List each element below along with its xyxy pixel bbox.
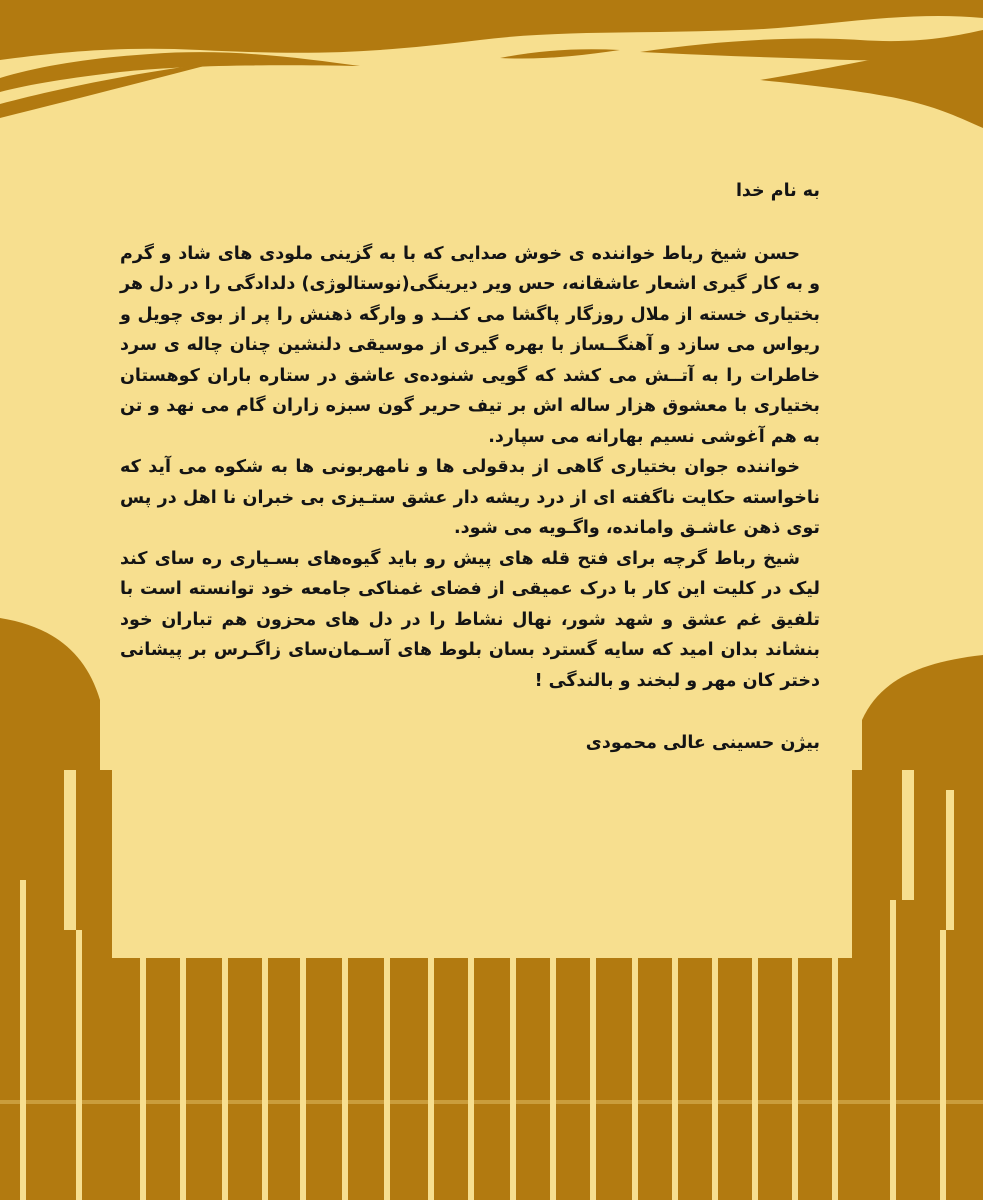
paragraph-1: حسن شیخ رباط خواننده ی خوش صدایی که با به گزینی ملودی های شاد و گرم و به کار گیری اشعار عاشقانه، حس ویر دیرینگی(نوستالوژی) دلدادگی را در دل هر بختیاری خسته از ملال روزگار پاگشا می کنــد و وارگه ذهنش را پر از بوی چویل و ریواس می سازد و آهنگــساز با بهره گیری از موسیقی دلنشین چنان چاله ی سرد خاطرات را به آتــش می کشد که گویی شنوده‌ی عاشق در ستاره باران کوهستان بختیاری با معشوق هزار ساله اش بر تیف حریر گون سبزه زاران گام می نهد و تن به هم آغوشی نسیم بهارانه می سپارد. (120, 243, 820, 447)
letter-heading: به نام خدا (735, 181, 820, 201)
author-signature: بیژن حسینی عالی محمودی (585, 733, 820, 753)
letter-body (120, 176, 820, 759)
paragraph-2: خواننده جوان بختیاری گاهی از بدقولی ها و نامهربونی ها به شکوه می آید که ناخواسته حکایت ناگفته ای از درد ریشه دار عشق ستـیزی بی خبران نا اهل در پس توی ذهن عاشـق وامانده، واگـویه می شود. (120, 457, 820, 538)
paragraph-3: شیخ رباط گرچه برای فتح قله های پیش رو باید گیوه‌های بسـیاری ره سای کند لیک در کلیت این کار با درک عمیقی از فضای غمناکی جامعه خود توانسته است با تلفیق غم عشق و شهد شور، نهال نشاط را در دل های محزون هم تباران خود بنشاند بدان امید که سایه گسترد بسان بلوط های آسـمان‌سای زاگـرس بر پیشانی دختر کان مهر و لبخند و بالندگی ! (120, 548, 820, 691)
piano-black-key-caps (146, 958, 180, 998)
spacer (120, 696, 820, 728)
spacer (120, 207, 820, 239)
